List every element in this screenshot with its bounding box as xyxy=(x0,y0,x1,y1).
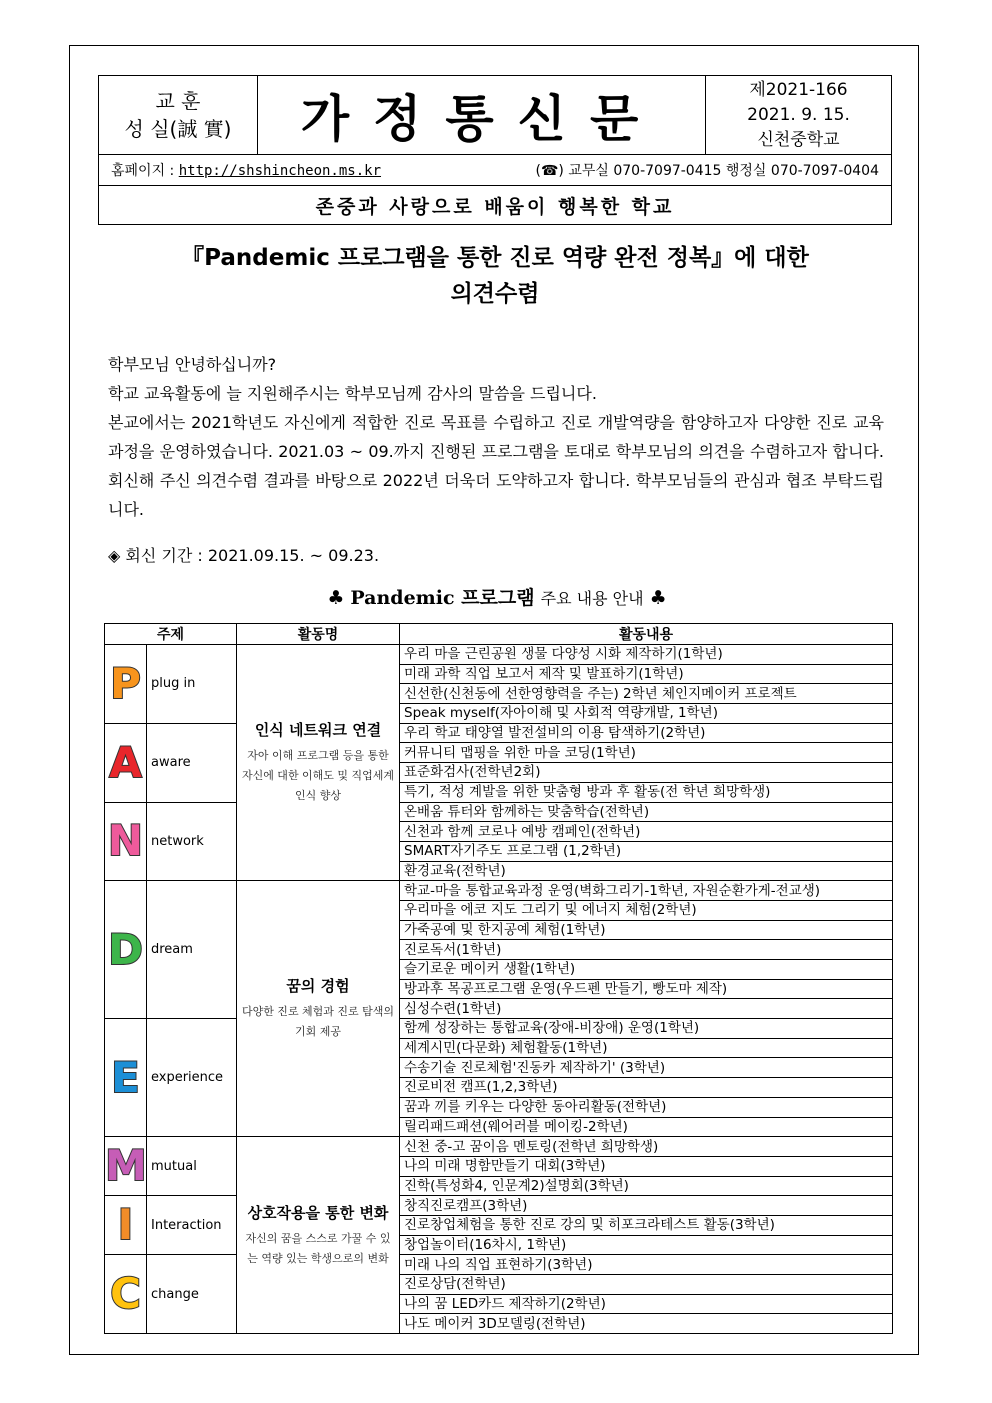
topic-word: network xyxy=(147,802,237,881)
bubble-letter-icon: A xyxy=(109,737,142,787)
school-slogan: 존중과 사랑으로 배움이 행복한 학교 xyxy=(99,186,892,225)
activity-item: 우리 마을 근린공원 생물 다양성 시화 제작하기(1학년) xyxy=(400,645,893,665)
activity-category xyxy=(237,645,400,881)
category-title: 꿈의 경험 xyxy=(286,977,350,996)
bubble-letter-icon: M xyxy=(105,1141,147,1191)
activity-item: 세계시민(다문화) 체험활동(1학년) xyxy=(400,1038,893,1058)
category-description: 자신의 꿈을 스스로 가꿀 수 있는 역량 있는 학생으로의 변화 xyxy=(245,1231,391,1265)
activity-item: 가죽공예 및 한지공예 체험(1학년) xyxy=(400,920,893,940)
letter-cell xyxy=(105,723,147,802)
table-row xyxy=(105,881,893,901)
table-row xyxy=(105,723,893,743)
category-title: 인식 네트워크 연결 xyxy=(254,721,382,740)
activity-category xyxy=(237,1137,400,1334)
reply-period: ◈ 회신 기간 : 2021.09.15. ~ 09.23. xyxy=(108,546,380,565)
activity-item: 우리 학교 태양열 발전설비의 이용 탐색하기(2학년) xyxy=(400,723,893,743)
topic-word: mutual xyxy=(147,1137,237,1196)
activity-item: 꿈과 끼를 키우는 다양한 동아리활동(전학년) xyxy=(400,1097,893,1117)
activity-item: 특기, 적성 계발을 위한 맞춤형 방과 후 활동(전 학년 희망학생) xyxy=(400,782,893,802)
activity-item: 미래 과학 직업 보고서 제작 및 발표하기(1학년) xyxy=(400,664,893,684)
activity-item: 진로독서(1학년) xyxy=(400,940,893,960)
bubble-letter-icon: P xyxy=(110,658,141,708)
letter-cell xyxy=(105,1137,147,1196)
header-activity-name: 활동명 xyxy=(237,624,400,645)
table-row xyxy=(105,1019,893,1039)
section-title-bold: Pandemic 프로그램 xyxy=(350,587,535,609)
issue-info xyxy=(706,76,892,155)
letter-cell xyxy=(105,881,147,1019)
homepage-label: 홈페이지 : xyxy=(111,163,175,179)
category-title: 상호작용을 통한 변화 xyxy=(247,1203,389,1222)
main-paragraph: 본교에서는 2021학년도 자신에게 적합한 진로 목표를 수립하고 진로 개발역량을 함양하고자 다양한 진로 교육과정을 운영하였습니다. 2021.03 ~ 09.까지 진행된 프로그램을 토대로 학부모님의 의견을 수렴하고자 합니다. 회신해 주신 의견수렴 결과를 바탕으로 2022년 더욱더 도약하고자 합니다. 학부모님들의 관심과 협조 부탁드립니다. xyxy=(108,413,884,519)
activity-item: 함께 성장하는 통합교육(장애-비장애) 운영(1학년) xyxy=(400,1019,893,1039)
activity-item: 온배움 튜터와 함께하는 맞춤학습(전학년) xyxy=(400,802,893,822)
activity-item: 창직진로캠프(3학년) xyxy=(400,1196,893,1216)
letter-cell xyxy=(105,645,147,724)
table-row xyxy=(105,1196,893,1216)
activity-item: 슬기로운 메이커 생활(1학년) xyxy=(400,960,893,980)
issue-number: 제2021-166 xyxy=(749,79,848,100)
activity-item: SMART자기주도 프로그램 (1,2학년) xyxy=(400,841,893,861)
table-row xyxy=(105,645,893,665)
school-name: 신천중학교 xyxy=(757,129,840,150)
letter-cell xyxy=(105,1196,147,1255)
activity-item: 수송기술 진로체험'진동카 제작하기' (3학년) xyxy=(400,1058,893,1078)
activity-item: 창업놀이터(16차시, 1학년) xyxy=(400,1235,893,1255)
activity-item: 진로창업체험을 통한 진로 강의 및 히포크라테스트 활동(3학년) xyxy=(400,1215,893,1235)
contact-row xyxy=(99,155,892,186)
thanks-line: 학교 교육활동에 늘 지원해주시는 학부모님께 감사의 말씀을 드립니다. xyxy=(108,384,597,403)
activity-item: 표준화검사(전학년2회) xyxy=(400,763,893,783)
activity-item: 신천 중-고 꿈이음 멘토링(전학년 희망학생) xyxy=(400,1137,893,1157)
club-icon: ♣ xyxy=(649,587,667,609)
topic-word: aware xyxy=(147,723,237,802)
activity-item: 미래 나의 직업 표현하기(3학년) xyxy=(400,1255,893,1275)
activity-item: 진로상담(전학년) xyxy=(400,1275,893,1295)
topic-word: experience xyxy=(147,1019,237,1137)
activity-item: 학교-마을 통합교육과정 운영(벽화그리기-1학년, 자원순환가게-전교생) xyxy=(400,881,893,901)
table-row xyxy=(105,1137,893,1157)
activity-item: 신선한(신천동에 선한영향력을 주는) 2학년 체인지메이커 프로젝트 xyxy=(400,684,893,704)
table-row xyxy=(105,1255,893,1275)
newsletter-header xyxy=(98,75,892,225)
motto-label: 교 훈 xyxy=(155,89,201,113)
header-activity-content: 활동내용 xyxy=(400,624,893,645)
letter-cell xyxy=(105,1255,147,1334)
club-icon: ♣ xyxy=(327,587,345,609)
category-description: 자아 이해 프로그램 등을 통한 자신에 대한 이해도 및 직업세계 인식 향상 xyxy=(241,749,395,803)
activity-item: 신천과 함께 코로나 예방 캠페인(전학년) xyxy=(400,822,893,842)
section-title-rest: 주요 내용 안내 xyxy=(540,589,644,608)
topic-word: plug in xyxy=(147,645,237,724)
activity-item: 릴리패드패션(웨어러블 메이킹-2학년) xyxy=(400,1117,893,1137)
activity-item: 환경교육(전학년) xyxy=(400,861,893,881)
program-table-body xyxy=(105,645,893,1334)
header-topic: 주제 xyxy=(105,624,237,645)
program-table xyxy=(104,623,893,1334)
activity-item: 나도 메이커 3D모델링(전학년) xyxy=(400,1314,893,1334)
bubble-letter-icon: E xyxy=(111,1052,140,1102)
page-title: 가정통신문 xyxy=(258,76,706,155)
document-title-line1: 『Pandemic 프로그램을 통한 진로 역량 완전 정복』에 대한 xyxy=(181,245,809,271)
activity-item: 방과후 목공프로그램 운영(우드펜 만들기, 빵도마 제작) xyxy=(400,979,893,999)
bubble-letter-icon: N xyxy=(107,816,144,866)
section-title xyxy=(100,583,894,610)
table-row xyxy=(105,802,893,822)
homepage-link[interactable]: http://shshincheon.ms.kr xyxy=(178,163,382,179)
activity-item: 진학(특성화4, 인문계2)설명회(3학년) xyxy=(400,1176,893,1196)
school-motto xyxy=(99,76,258,155)
letter-cell xyxy=(105,1019,147,1137)
activity-item: 우리마을 에코 지도 그리기 및 에너지 체험(2학년) xyxy=(400,900,893,920)
document-title-line2: 의견수렴 xyxy=(450,281,540,307)
greeting: 학부모님 안녕하십니까? xyxy=(108,355,277,374)
topic-word: dream xyxy=(147,881,237,1019)
activity-item: 나의 꿈 LED카드 제작하기(2학년) xyxy=(400,1294,893,1314)
topic-word: Interaction xyxy=(147,1196,237,1255)
activity-item: 진로비전 캠프(1,2,3학년) xyxy=(400,1078,893,1098)
activity-item: 커뮤니티 맵핑을 위한 마을 코딩(1학년) xyxy=(400,743,893,763)
topic-word: change xyxy=(147,1255,237,1334)
letter-body xyxy=(108,350,884,524)
activity-category xyxy=(237,881,400,1137)
document-title xyxy=(70,240,920,312)
activity-item: Speak myself(자아이해 및 사회적 역량개발, 1학년) xyxy=(400,704,893,724)
bubble-letter-icon: I xyxy=(117,1200,134,1250)
letter-cell xyxy=(105,802,147,881)
category-description: 다양한 진로 체험과 진로 탐색의 기회 제공 xyxy=(241,1005,395,1039)
bubble-letter-icon: D xyxy=(108,924,143,974)
motto-value: 성 실(誠 實) xyxy=(124,117,232,141)
activity-item: 심성수련(1학년) xyxy=(400,999,893,1019)
bubble-letter-icon: C xyxy=(110,1269,141,1319)
phone-info: (☎) 교무실 070-7097-0415 행정실 070-7097-0404 xyxy=(535,163,879,179)
issue-date: 2021. 9. 15. xyxy=(747,104,850,125)
activity-item: 나의 미래 명함만들기 대회(3학년) xyxy=(400,1156,893,1176)
